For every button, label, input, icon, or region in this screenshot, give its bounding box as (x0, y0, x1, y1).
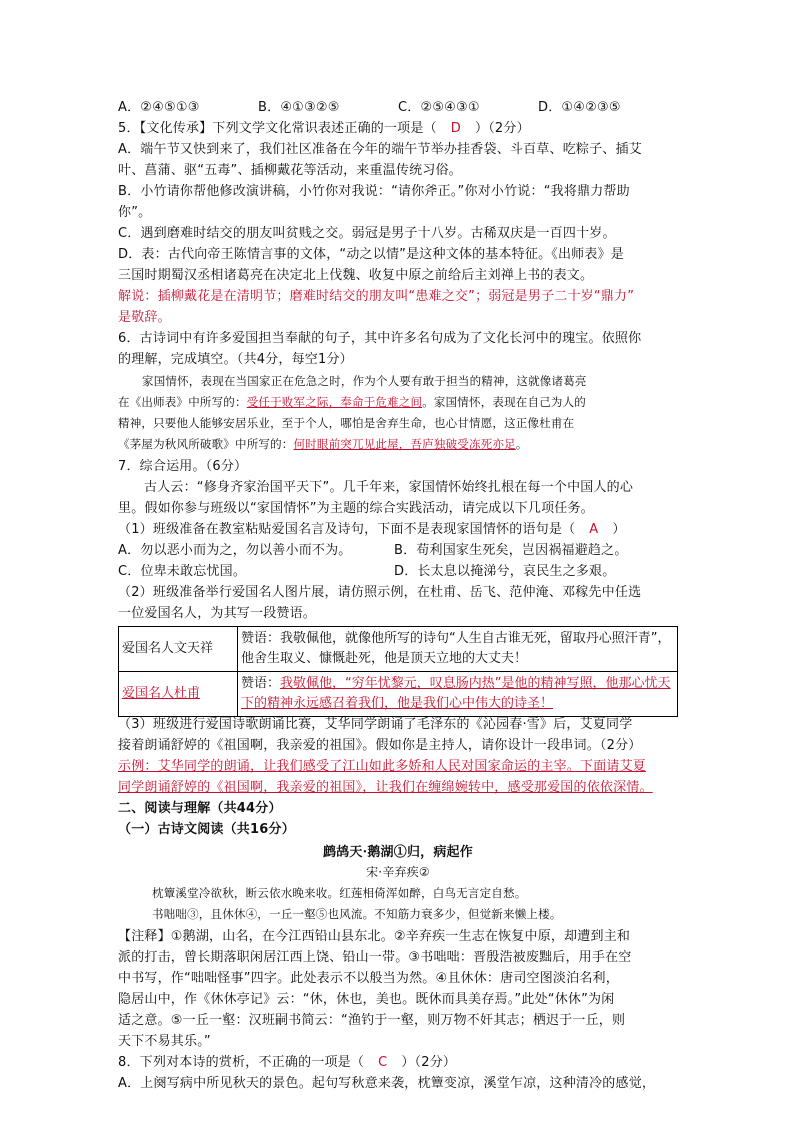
q6-answer-1: 受任于败军之际，奉命于危难之间 (246, 395, 423, 409)
q7-option-d: D．长太息以掩涕兮，哀民生之多艰。 (394, 564, 616, 579)
q5-option-c: C．遇到磨难时结交的朋友叫贫贱之交。弱冠是男子十八岁。古稀双庆是一百四十岁。 (118, 226, 616, 241)
q4-option-a: A．②④⑤①③ (118, 100, 200, 115)
q7-sub3-line2: 接着朗诵舒婷的《祖国啊，我亲爱的祖国》。假如你是主持人，请你设计一段串词。（2分） (118, 738, 642, 753)
q6-stem-line2: 的理解，完成填空。（共4分，每空1分） (118, 352, 353, 367)
section2-title: 二、阅读与理解（共44分） (118, 801, 282, 816)
row-label-wentianxiang: 爱国名人文天祥 (119, 627, 238, 672)
q7-intro-line2: 里。假如你参与班级以“家国情怀”为主题的综合实践活动，请完成以下几项任务。 (118, 501, 594, 516)
q6-passage-line1: 家国情怀，表现在当国家正在危急之时，作为个人要有敢于担当的精神，这就像诸葛亮 (142, 374, 587, 388)
poem-line1: 枕簟溪堂冷欲秋，断云依水晚来收。红莲相倚浑如醉，白鸟无言定自愁。 (152, 886, 527, 900)
q5-stem: 5．【文化传承】下列文学文化常识表述正确的一项是（ D ）（2分） (118, 121, 530, 136)
q5-option-b-line2: 你”。 (118, 205, 152, 220)
q7-sub2-line1: （2）班级准备举行爱国名人图片展，请仿照示例，在杜甫、岳飞、范仲淹、邓稼先中任选 (118, 585, 642, 600)
q5-explanation-line2: 是敬辞。 (118, 310, 171, 325)
section2-subtitle: （一）古诗文阅读（共16分） (118, 822, 295, 837)
notes-line5: 适之意。⑤一丘一壑：汉班嗣书简云：“渔钓于一壑，则万物不奸其志；栖迟于一丘，则 (118, 1013, 626, 1028)
q7-option-a: A．勿以恶小而为之，勿以善小而不为。 (118, 543, 352, 558)
q7-sub1: （1）班级准备在教室粘贴爱国名言及诗句，下面不是表现家国情怀的语句是（ A ） (118, 522, 626, 537)
q5-option-a-line1: A．端午节又快到来了，我们社区准备在今年的端午节举办挂香袋、斗百草、吃粽子、插艾 (118, 142, 642, 157)
poem-line2: 书咄咄③，且休休④，一丘一壑⑤也风流。不知筋力衰多少，但觉新来懒上楼。 (152, 907, 562, 921)
row-text-dufu: 赞语：我敬佩他，“穷年忧黎元，叹息肠内热”是他的精神写照，他那心忧天下的精神永远感召着我们，他是我们心中伟大的诗圣！ (238, 672, 678, 717)
q5-option-a-line2: 叶、菖蒲、驱“五毒”、插柳戴花等活动，来重温传统习俗。 (118, 163, 462, 178)
notes-line2: 派的打击，曾长期落职闲居江西上饶、铅山一带。③书咄咄：晋殷浩被废黜后，用手在空 (118, 950, 632, 965)
q5-answer: D (450, 121, 461, 136)
q6-passage-line2: 在《出师表》中所写的：受任于败军之际，奉命于危难之间。家国情怀，表现在自己为人的 (118, 395, 587, 409)
q4-option-b: B．④①③②⑤ (258, 100, 340, 115)
q6-passage-line3: 精神，只要他人能够安居乐业，至于个人，哪怕是舍弃生命，也心甘情愿，这正像杜甫在 (118, 416, 575, 430)
row-label-dufu: 爱国名人杜甫 (119, 672, 238, 717)
row-text-wentianxiang: 赞语：我敬佩他，就像他所写的诗句“人生自古谁无死，留取丹心照汗青”，他舍生取义、慷慨赴死，他是顶天立地的大丈夫！ (238, 627, 678, 672)
poem-title: 鹧鸪天·鹅湖①归，病起作 (323, 845, 473, 860)
q4-option-d: D．①④②③⑤ (538, 100, 621, 115)
q5-option-b-line1: B．小竹请你帮他修改演讲稿，小竹你对我说：“请你斧正。”你对小竹说：“我将鼎力帮助 (118, 184, 630, 199)
q6-passage-line4: 《茅屋为秋风所破歌》中所写的：何时眼前突兀见此屋，吾庐独破受冻死亦足。 (118, 437, 528, 451)
notes-line6: 天下不易其乐。” (118, 1034, 211, 1049)
q4-option-c: C．②⑤④③① (398, 100, 480, 115)
notes-line3: 中书写，作“咄咄怪事”四字。此处表示不以般当为然。④且休休：唐司空图淡泊名利， (118, 971, 619, 986)
notes-line1: 【注释】①鹅湖，山名，在今江西铅山县东北。②辛弃疾一生志在恢复中原，却遭到主和 (118, 929, 631, 944)
q6-answer-2: 何时眼前突兀见此屋，吾庐独破受冻死亦足 (293, 437, 516, 451)
notes-line4: 隐居山中，作《休休亭记》云：“休，休也，美也。既休而具美存焉。”此处“休休”为闲 (118, 992, 615, 1007)
q5-explanation-line1: 解说：插柳戴花是在清明节；磨难时结交的朋友叫“患难之交”；弱冠是男子二十岁“鼎力” (118, 289, 635, 304)
q7-stem: 7．综合运用。（6分） (118, 459, 248, 474)
q5-option-d-line1: D．表：古代向帝王陈情言事的文体，“动之以情”是这种文体的基本特征。《出师表》是 (118, 247, 624, 262)
q8-stem: 8．下列对本诗的赏析，不正确的一项是（ C ）（2分） (118, 1055, 457, 1070)
q8-option-a-line1: A．上阕写病中所见秋天的景色。起句写秋意来袭，枕簟变凉，溪堂乍凉，这种清冷的感觉， (118, 1076, 656, 1091)
q7-option-b: B．苟利国家生死矣，岂因祸福避趋之。 (394, 543, 628, 558)
q8-answer: C (378, 1055, 388, 1070)
q7-sub3-line1: （3）班级进行爱国诗歌朗诵比赛，艾华同学朗诵了毛泽东的《沁园春·雪》后，艾夏同学 (118, 717, 633, 732)
q7-sub3-answer-line2: 同学朗诵舒婷的《祖国啊，我亲爱的祖国》，让我们在缠绵婉转中，感受那爱国的依依深情。 (118, 780, 653, 795)
q5-option-d-line2: 三国时期蜀汉丞相诸葛亮在决定北上伐魏、收复中原之前给后主刘禅上书的表文。 (118, 268, 594, 283)
q7-intro-line1: 古人云：“修身齐家治国平天下”。几千年来，家国情怀始终扎根在每一个中国人的心 (144, 480, 634, 495)
q7-sub3-answer-line1: 示例：艾华同学的朗诵，让我们感受了江山如此多娇和人民对国家命运的主宰。下面请艾夏 (118, 759, 647, 774)
q7-option-c: C．位卑未敢忘忧国。 (118, 564, 247, 579)
q7-sub2-line2: 一位爱国名人，为其写一段赞语。 (118, 606, 317, 621)
poem-author: 宋·辛弃疾② (366, 865, 430, 879)
q6-stem-line1: 6．古诗词中有许多爱国担当奉献的句子，其中许多名句成为了文化长河中的瑰宝。依照你 (118, 331, 642, 346)
q7-sub1-answer: A (589, 522, 599, 537)
